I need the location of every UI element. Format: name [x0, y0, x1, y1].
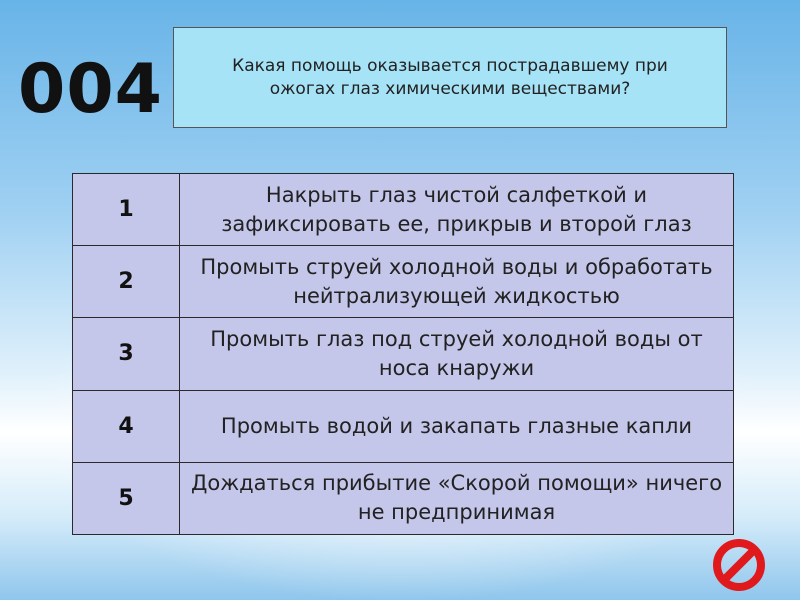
- answer-text[interactable]: Промыть глаз под струей холодной воды от носа кнаружи: [180, 318, 734, 390]
- answer-text[interactable]: Промыть водой и закапать глазные капли: [180, 390, 734, 462]
- answer-number[interactable]: 4: [73, 390, 180, 462]
- answer-number[interactable]: 5: [73, 462, 180, 534]
- prohibited-icon[interactable]: [711, 537, 767, 593]
- answer-text[interactable]: Дождаться прибытие «Скорой помощи» ничего не предпринимая: [180, 462, 734, 534]
- answers-table: [72, 173, 734, 535]
- answer-row[interactable]: [73, 462, 734, 534]
- answer-row[interactable]: [73, 390, 734, 462]
- answer-row[interactable]: [73, 318, 734, 390]
- answer-number[interactable]: 3: [73, 318, 180, 390]
- answer-number[interactable]: 1: [73, 174, 180, 246]
- question-box: [173, 27, 727, 128]
- answer-text[interactable]: Промыть струей холодной воды и обработать нейтрализующей жидкостью: [180, 246, 734, 318]
- answer-row[interactable]: [73, 246, 734, 318]
- answer-text[interactable]: Накрыть глаз чистой салфеткой и зафиксировать ее, прикрыв и второй глаз: [180, 174, 734, 246]
- answer-number[interactable]: 2: [73, 246, 180, 318]
- question-text: Какая помощь оказывается пострадавшему при ожогах глаз химическими веществами?: [232, 55, 668, 99]
- slide-number: 004: [18, 50, 163, 129]
- answer-row[interactable]: [73, 174, 734, 246]
